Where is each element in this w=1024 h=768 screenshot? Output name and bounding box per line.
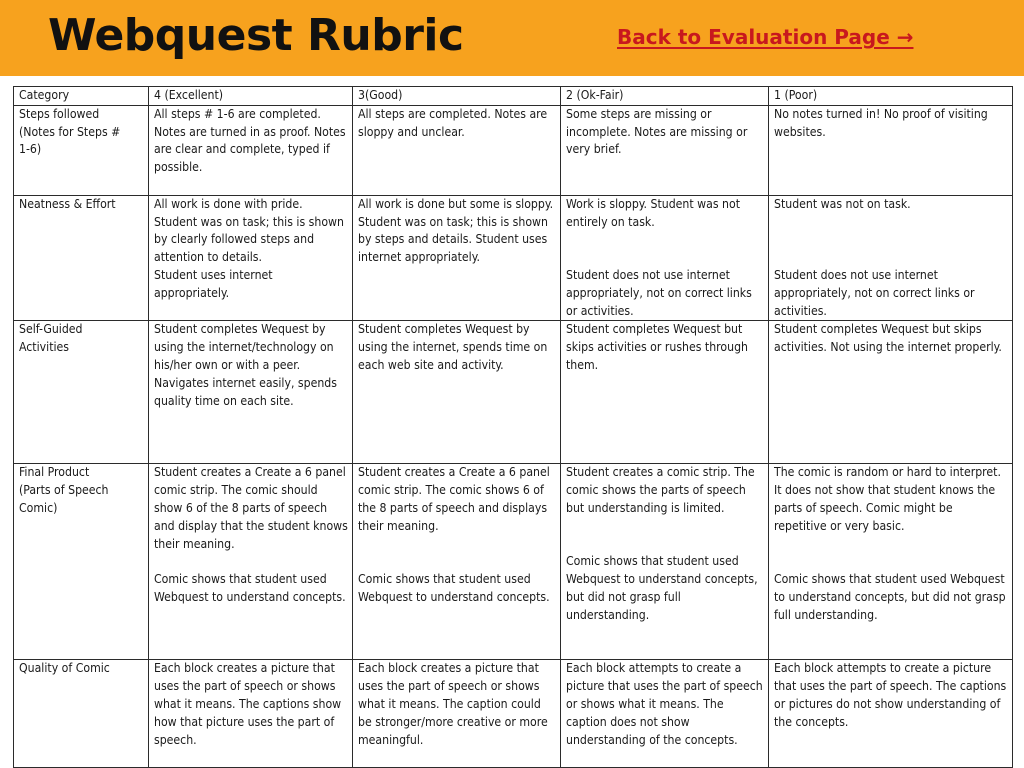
column-header-label: 1 (Poor): [774, 88, 818, 102]
cell-text: The comic is random or hard to interpret. It does not show that student knows the parts of speech. Comic might be repetitive or very basic. Comic shows that student used Webquest to understand concepts, but did not grasp full understanding.: [774, 465, 1006, 622]
cell-text: Each block creates a picture that uses the part of speech or shows what it means. The caption could be stronger/more creative or more meaningful.: [358, 661, 548, 747]
cell-text: Student completes Wequest by using the internet/technology on his/her own or with a peer. Navigates internet easily, spends quality time on each site.: [154, 322, 337, 408]
cell-text: Final Product (Parts of Speech Comic): [19, 465, 109, 515]
table-row: [14, 321, 1013, 464]
back-to-evaluation-link[interactable]: Back to Evaluation Page →: [617, 25, 914, 49]
cell-text: Student was not on task. Student does not use internet appropriately, not on correct links or activities.: [774, 196, 975, 318]
category-cell: [14, 195, 149, 321]
header-bar: [0, 0, 1024, 76]
poor-cell: [769, 321, 1013, 464]
good-cell: [353, 105, 561, 195]
cell-text: Student creates a Create a 6 panel comic strip. The comic should show 6 of the 8 parts of speech and display that the student knows their meaning. Comic shows that student used Webquest to understand concepts.: [154, 465, 348, 604]
excellent-cell: [149, 321, 353, 464]
cell-text: Student completes Wequest by using the internet, spends time on each web site and activity.: [358, 322, 548, 372]
column-header-poor: [769, 87, 1013, 106]
table-row: [14, 660, 1013, 768]
cell-text: Each block attempts to create a picture that uses the part of speech or shows what it means. The caption does not show understanding of the concepts.: [566, 661, 763, 747]
cell-text: All steps # 1-6 are completed. Notes are turned in as proof. Notes are clear and complete, typed if possible.: [154, 106, 346, 175]
poor-cell: [769, 464, 1013, 660]
category-cell: [14, 464, 149, 660]
category-cell: [14, 105, 149, 195]
table-row: [14, 464, 1013, 660]
excellent-cell: [149, 195, 353, 321]
cell-text: Each block attempts to create a picture that uses the part of speech. The captions or pictures do not show understanding of the concepts.: [774, 661, 1007, 729]
column-header-good: [353, 87, 561, 106]
cell-text: Student completes Wequest but skips activities or rushes through them.: [566, 322, 748, 372]
poor-cell: [769, 195, 1013, 321]
cell-text: Self-Guided Activities: [19, 322, 83, 355]
cell-text: Quality of Comic: [19, 661, 110, 676]
rubric-table: [13, 86, 1013, 768]
fair-cell: [561, 321, 769, 464]
cell-text: Neatness & Effort: [19, 196, 116, 211]
cell-text: Student completes Wequest but skips activities. Not using the internet properly.: [774, 322, 1002, 355]
fair-cell: [561, 195, 769, 321]
page-title: Webquest Rubric: [48, 10, 464, 61]
column-header-fair: [561, 87, 769, 106]
good-cell: [353, 195, 561, 321]
poor-cell: [769, 660, 1013, 768]
column-header-label: 2 (Ok-Fair): [566, 88, 624, 102]
table-row: [14, 105, 1013, 195]
cell-text: Student creates a comic strip. The comic shows the parts of speech but understanding is limited. Comic shows that student used Webquest to understand concepts, but did not grasp full understanding.: [566, 465, 758, 622]
category-cell: [14, 321, 149, 464]
good-cell: [353, 660, 561, 768]
cell-text: Some steps are missing or incomplete. Notes are missing or very brief.: [566, 106, 748, 157]
column-header-excellent: [149, 87, 353, 106]
fair-cell: [561, 660, 769, 768]
cell-text: All work is done with pride. Student was on task; this is shown by clearly followed steps and attention to details. Student uses internet appropriately.: [154, 196, 344, 300]
cell-text: All steps are completed. Notes are sloppy and unclear.: [358, 106, 548, 139]
good-cell: [353, 321, 561, 464]
column-header-label: 4 (Excellent): [154, 88, 224, 102]
good-cell: [353, 464, 561, 660]
table-row: [14, 195, 1013, 321]
cell-text: Each block creates a picture that uses the part of speech or shows what it means. The captions show how that picture uses the part of speech.: [154, 661, 342, 747]
fair-cell: [561, 464, 769, 660]
column-header-label: Category: [19, 88, 70, 102]
category-cell: [14, 660, 149, 768]
column-header-category: [14, 87, 149, 106]
excellent-cell: [149, 105, 353, 195]
cell-text: Steps followed (Notes for Steps # 1-6): [19, 106, 121, 157]
fair-cell: [561, 105, 769, 195]
column-header-label: 3(Good): [358, 88, 403, 102]
cell-text: No notes turned in! No proof of visiting websites.: [774, 106, 988, 139]
excellent-cell: [149, 464, 353, 660]
poor-cell: [769, 105, 1013, 195]
content-area: [4, 76, 1020, 768]
cell-text: Work is sloppy. Student was not entirely on task. Student does not use internet appropriately, not on correct links or activities.: [566, 196, 752, 318]
cell-text: All work is done but some is sloppy. Student was on task; this is shown by steps and details. Student uses internet appropriately.: [358, 196, 554, 265]
excellent-cell: [149, 660, 353, 768]
table-header-row: [14, 87, 1013, 106]
cell-text: Student creates a Create a 6 panel comic strip. The comic shows 6 of the 8 parts of speech and displays their meaning. Comic shows that student used Webquest to understand concepts.: [358, 465, 550, 604]
